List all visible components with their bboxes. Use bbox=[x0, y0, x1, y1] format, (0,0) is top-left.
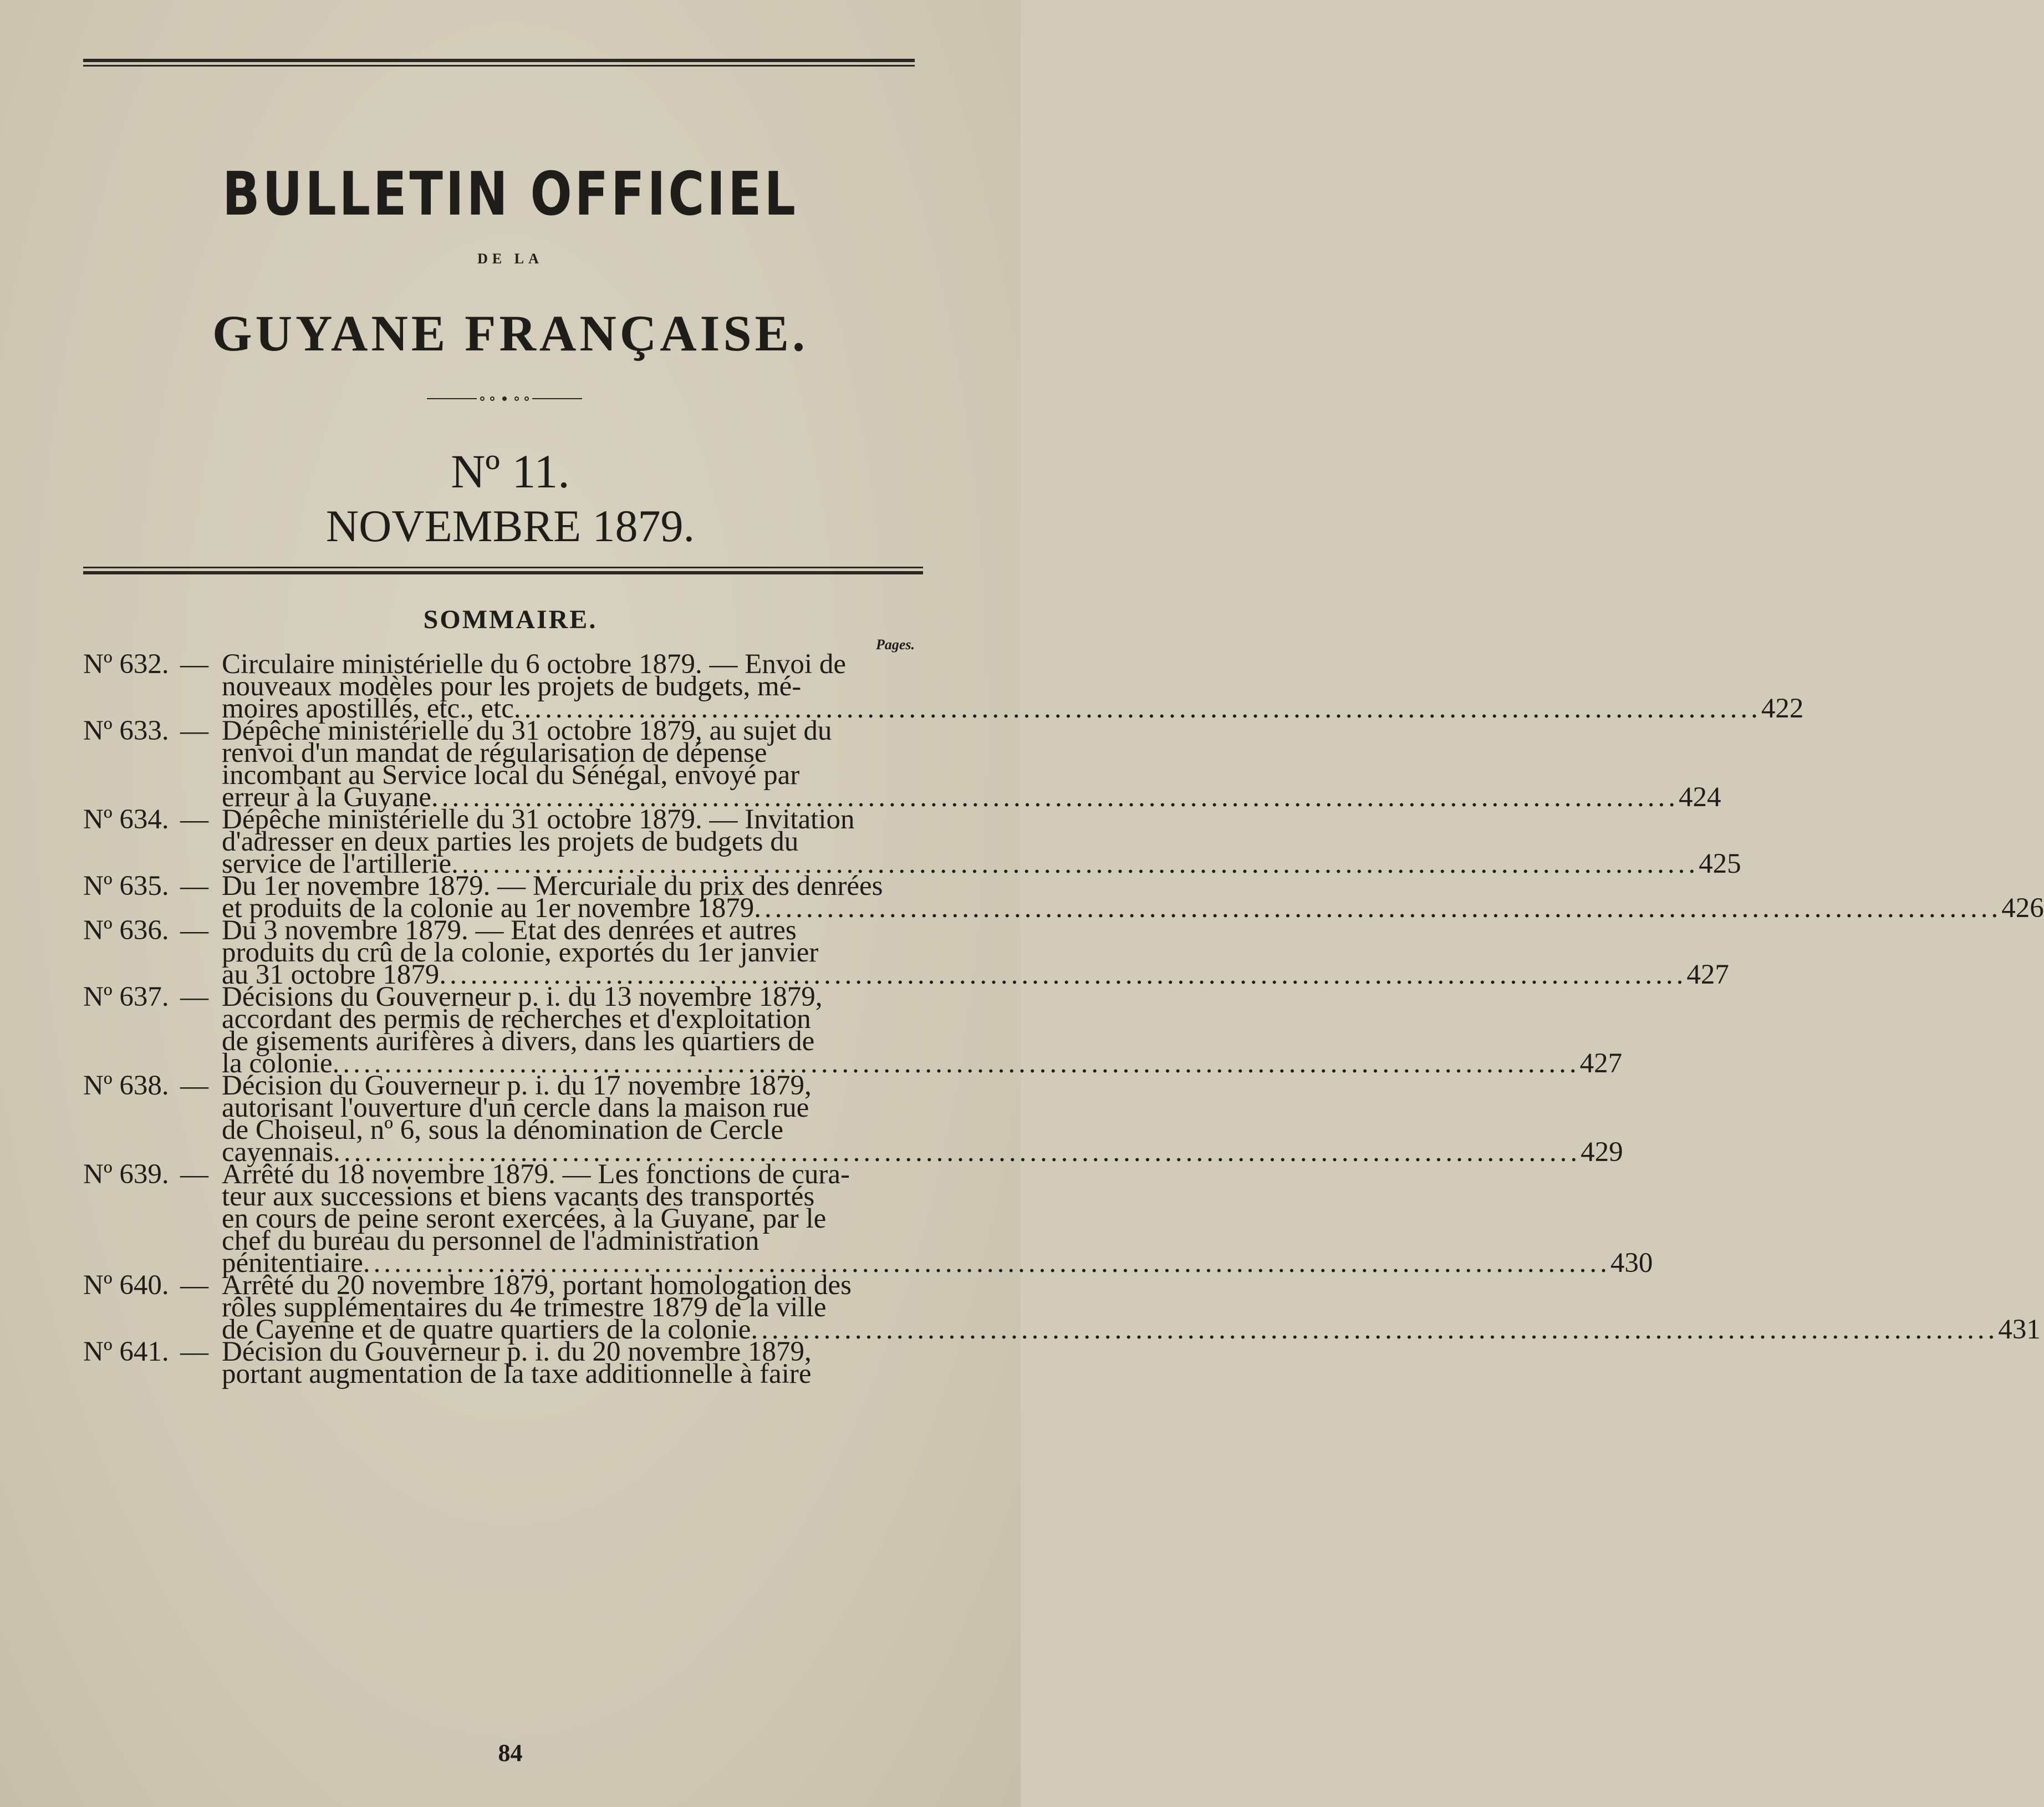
entry-line: cayennais bbox=[222, 1137, 334, 1168]
entry-text bbox=[222, 1270, 2041, 1345]
entry-dash: — bbox=[180, 915, 208, 946]
entry-number: Nº 638. bbox=[83, 1070, 169, 1101]
sommaire-heading: SOMMAIRE. bbox=[423, 605, 598, 634]
leader-dots: ........................................................................................................................ bbox=[513, 693, 1761, 724]
entry-line: de Cayenne et de quatre quartiers de la colonie bbox=[222, 1314, 751, 1345]
entry-line: d'adresser en deux parties les projets de budgets du bbox=[222, 826, 799, 857]
sommaire-entry bbox=[83, 1336, 923, 1389]
leader-dots: ........................................................................................................................ bbox=[754, 893, 2002, 924]
entry-page-number: 430 bbox=[1610, 1248, 1653, 1279]
entry-line: incombant au Service local du Sénégal, envoyé par bbox=[222, 760, 800, 791]
entry-line: Décisions du Gouverneur p. i. du 13 novembre 1879, bbox=[222, 981, 823, 1012]
entry-dash: — bbox=[180, 981, 208, 1012]
entry-line: teur aux successions et biens vacants des transportés bbox=[222, 1181, 815, 1212]
sommaire-entry bbox=[83, 981, 1623, 1079]
page-folio: 84 bbox=[498, 1739, 523, 1767]
entry-text bbox=[222, 649, 1804, 724]
entry-text bbox=[222, 804, 1741, 879]
entry-line: nouveaux modèles pour les projets de budgets, mé- bbox=[222, 671, 802, 702]
sommaire-entry bbox=[83, 715, 1721, 813]
leader-dots: ........................................................................................................................ bbox=[751, 1314, 1999, 1345]
entry-dash: — bbox=[180, 1270, 208, 1301]
entry-line: rôles supplémentaires du 4e trimestre 1879 de la ville bbox=[222, 1292, 827, 1323]
leader-dots: ........................................................................................................................ bbox=[333, 1137, 1581, 1168]
issue-number: Nº 11. bbox=[451, 445, 570, 498]
entry-line: portant augmentation de la taxe additionnelle à faire bbox=[222, 1358, 812, 1389]
sommaire-entry bbox=[83, 804, 1741, 879]
bulletin-title: BULLETIN OFFICIEL bbox=[222, 160, 798, 229]
entry-line: Arrêté du 18 novembre 1879. — Les fonctions de cura- bbox=[222, 1159, 850, 1190]
entry-number: Nº 641. bbox=[83, 1336, 169, 1367]
entry-number: Nº 632. bbox=[83, 649, 169, 680]
sommaire-entry bbox=[83, 1070, 1623, 1168]
entry-line: Dépêche ministérielle du 31 octobre 1879. — Invitation bbox=[222, 804, 855, 835]
entry-line: de Choiseul, nº 6, sous la dénomination de Cercle bbox=[222, 1114, 783, 1146]
entry-page-number: 427 bbox=[1579, 1048, 1623, 1079]
entry-text bbox=[222, 1070, 1623, 1168]
entry-text bbox=[222, 715, 1721, 813]
entry-dash: — bbox=[180, 715, 208, 746]
leader-dots: ........................................................................................................................ bbox=[451, 848, 1699, 879]
sommaire-entry bbox=[83, 649, 1804, 724]
leader-dots: ........................................................................................................................ bbox=[332, 1048, 1580, 1079]
leader-dots: ........................................................................................................................ bbox=[439, 959, 1687, 990]
leader-dots: ........................................................................................................................ bbox=[363, 1248, 1610, 1279]
sommaire-entry bbox=[83, 1159, 1653, 1279]
entry-number: Nº 635. bbox=[83, 871, 169, 902]
entry-text bbox=[222, 1336, 923, 1389]
entry-number: Nº 634. bbox=[83, 804, 169, 835]
entry-number: Nº 640. bbox=[83, 1270, 169, 1301]
entry-dash: — bbox=[180, 871, 208, 902]
colony-title: GUYANE FRANÇAISE. bbox=[212, 305, 808, 362]
entry-line: Décision du Gouverneur p. i. du 17 novembre 1879, bbox=[222, 1070, 812, 1101]
entry-line: Du 3 novembre 1879. — Etat des denrées et autres bbox=[222, 915, 797, 946]
entry-line: au 31 octobre 1879 bbox=[222, 959, 440, 990]
entry-line: Dépêche ministérielle du 31 octobre 1879, au sujet du bbox=[222, 715, 832, 746]
sommaire-entry bbox=[83, 871, 2044, 924]
entry-line: Circulaire ministérielle du 6 octobre 1879. — Envoi de bbox=[222, 649, 846, 680]
entry-dash: — bbox=[180, 804, 208, 835]
issue-date: NOVEMBRE 1879. bbox=[325, 501, 695, 551]
entry-page-number: 424 bbox=[1679, 782, 1721, 813]
entry-line: Décision du Gouverneur p. i. du 20 novembre 1879, bbox=[222, 1336, 812, 1367]
entry-dash: — bbox=[180, 1070, 208, 1101]
entry-page-number: 422 bbox=[1761, 693, 1804, 724]
entry-line: erreur à la Guyane bbox=[222, 782, 432, 813]
entry-dash: — bbox=[180, 1336, 208, 1367]
entry-line: moires apostillés, etc., etc bbox=[222, 693, 514, 724]
top-rule bbox=[83, 59, 915, 67]
entry-dash: — bbox=[180, 649, 208, 680]
sommaire-list bbox=[83, 649, 2044, 1389]
pages-column-label: Pages. bbox=[876, 637, 915, 653]
entry-line: en cours de peine seront exercées, à la Guyane, par le bbox=[222, 1203, 827, 1234]
entry-line: de gisements aurifères à divers, dans les quartiers de bbox=[222, 1026, 815, 1057]
title-connector: DE LA bbox=[477, 251, 543, 267]
sommaire-entry bbox=[83, 915, 1729, 990]
entry-line: la colonie bbox=[222, 1048, 333, 1079]
entry-line: pénitentiaire bbox=[222, 1248, 363, 1279]
entry-dash: — bbox=[180, 1159, 208, 1190]
entry-line: service de l'artillerie bbox=[222, 848, 452, 879]
entry-text bbox=[222, 981, 1623, 1079]
entry-number: Nº 636. bbox=[83, 915, 169, 946]
section-rule bbox=[83, 567, 923, 574]
entry-number: Nº 633. bbox=[83, 715, 169, 746]
entry-number: Nº 639. bbox=[83, 1159, 169, 1190]
entry-line: Du 1er novembre 1879. — Mercuriale du prix des denrées bbox=[222, 871, 883, 902]
leader-dots: ........................................................................................................................ bbox=[431, 782, 1679, 813]
entry-text bbox=[222, 871, 2044, 924]
entry-text bbox=[222, 1159, 1653, 1279]
entry-page-number: 427 bbox=[1686, 959, 1729, 990]
entry-number: Nº 637. bbox=[83, 981, 169, 1012]
entry-line: Arrêté du 20 novembre 1879, portant homologation des bbox=[222, 1270, 852, 1301]
entry-page-number: 426 bbox=[2001, 893, 2044, 924]
entry-line: autorisant l'ouverture d'un cercle dans la maison rue bbox=[222, 1092, 809, 1123]
entry-line: renvoi d'un mandat de régularisation de dépense bbox=[222, 737, 767, 768]
entry-page-number: 425 bbox=[1699, 848, 1741, 879]
entry-text bbox=[222, 915, 1729, 990]
entry-line: chef du bureau du personnel de l'administration bbox=[222, 1225, 760, 1256]
sommaire-entry bbox=[83, 1270, 2041, 1345]
entry-line: accordant des permis de recherches et d'exploitation bbox=[222, 1004, 811, 1035]
entry-line: et produits de la colonie au 1er novembre 1879 bbox=[222, 893, 755, 924]
entry-line: produits du crû de la colonie, exportés du 1er janvier bbox=[222, 937, 819, 968]
entry-page-number: 431 bbox=[1998, 1314, 2041, 1345]
entry-page-number: 429 bbox=[1581, 1137, 1623, 1168]
ornament-divider bbox=[427, 396, 582, 401]
